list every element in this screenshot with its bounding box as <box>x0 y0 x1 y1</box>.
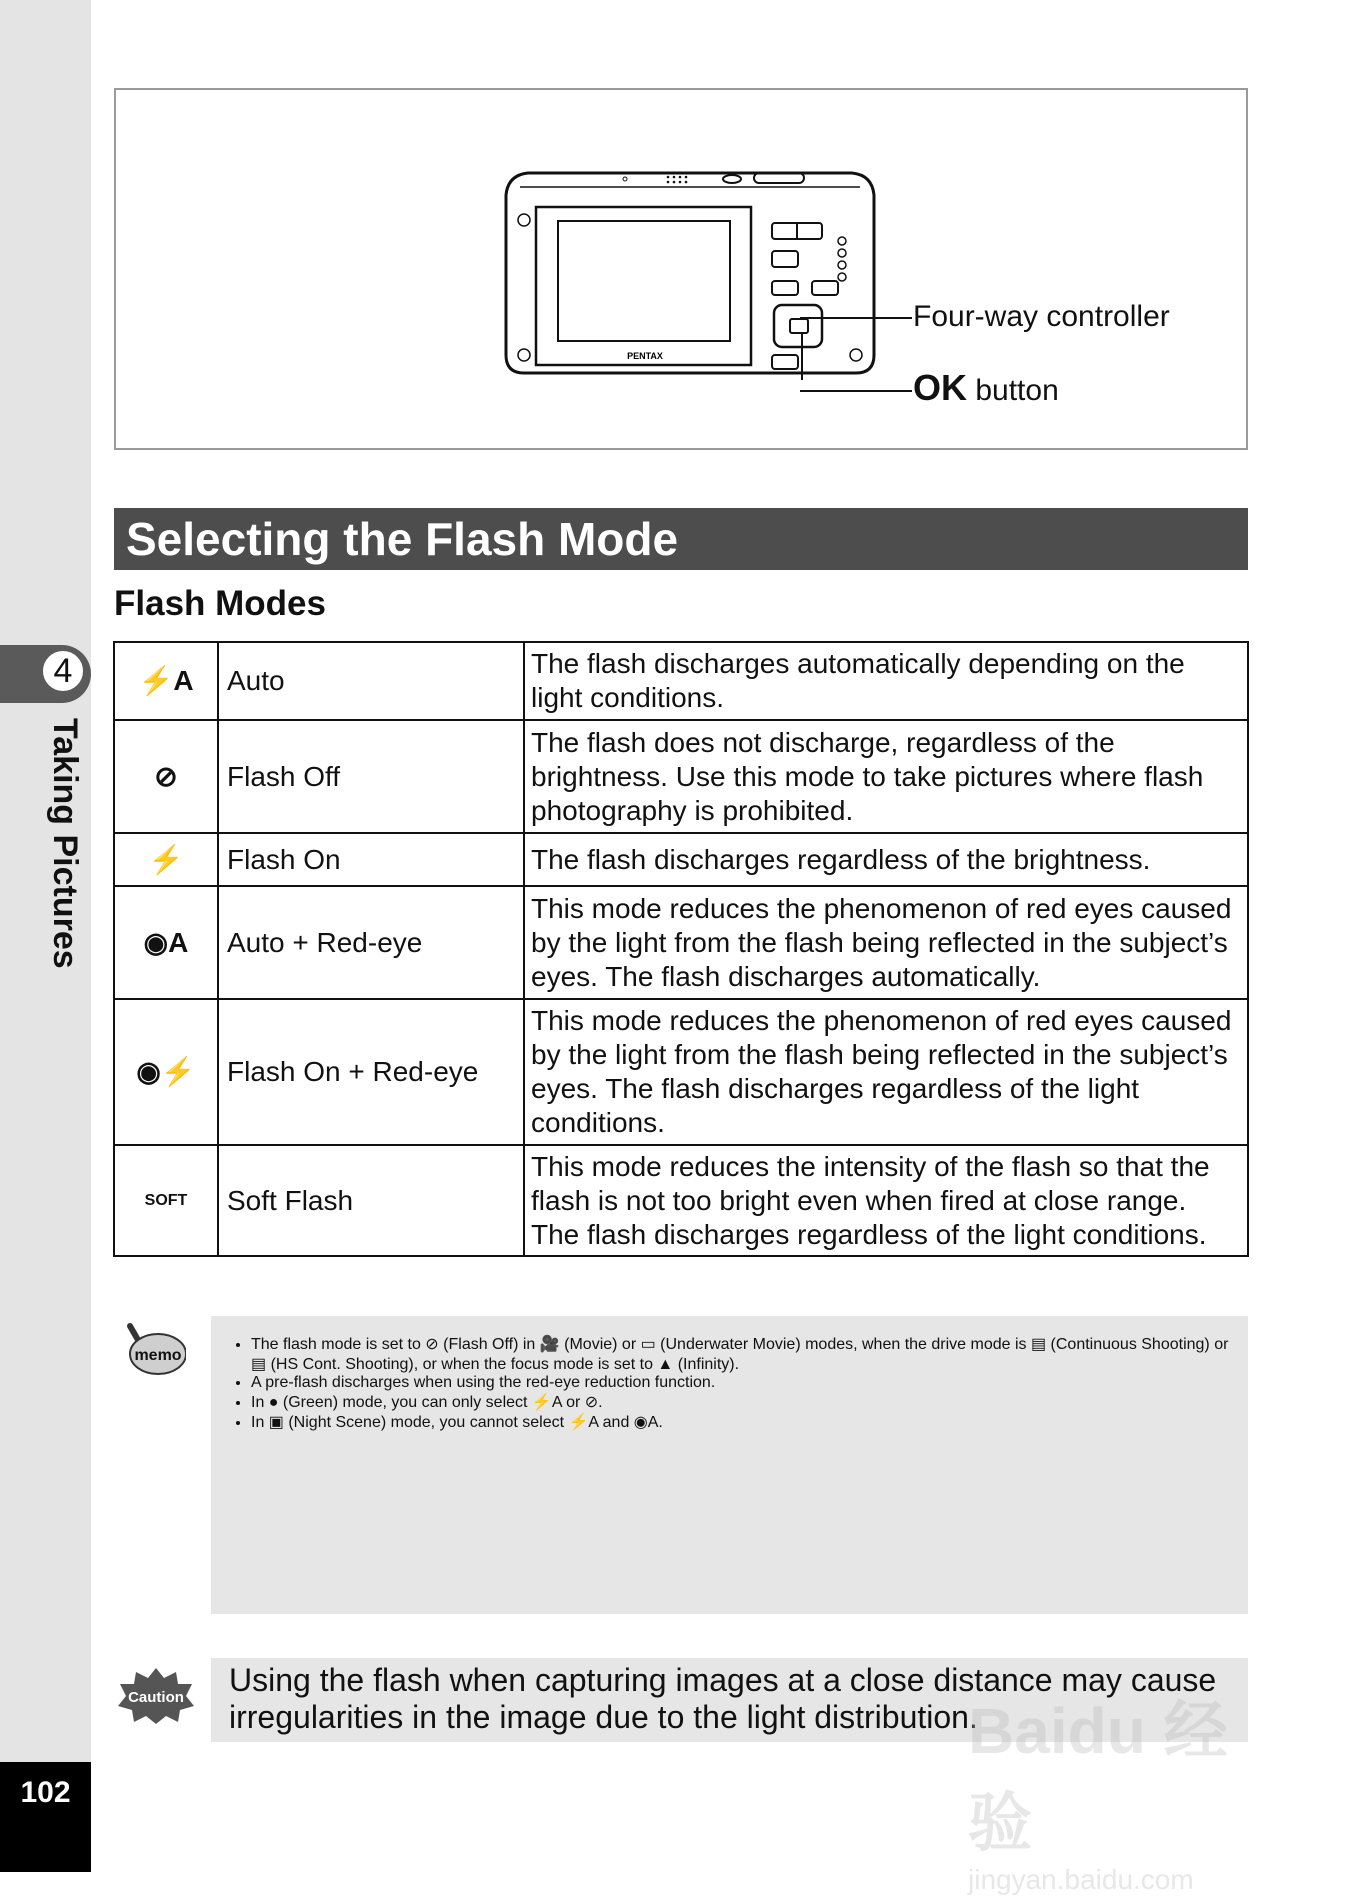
caution-icon-label: Caution <box>128 1689 184 1706</box>
flash-modes-table <box>113 641 1249 1257</box>
mode-description: This mode reduces the phenomenon of red eyes caused by the light from the flash being reflected in the subject’s eyes. The flash discharges regardless of the light conditions. <box>524 999 1248 1145</box>
memo-icon <box>122 1322 186 1378</box>
memo-list <box>211 1316 1241 1448</box>
table-row <box>114 642 1248 720</box>
table-row <box>114 720 1248 833</box>
ok-glyph: OK <box>913 367 967 408</box>
memo-item: • A pre-flash discharges when using the red-eye reduction function. <box>251 1374 1241 1392</box>
flash-off-icon: ⊘ <box>114 720 218 833</box>
table-row <box>114 999 1248 1145</box>
table-row <box>114 1145 1248 1256</box>
mode-name: Flash On + Red-eye <box>218 999 524 1145</box>
page-number: 102 <box>20 1776 71 1809</box>
four-way-controller-label: Four-way controller <box>913 300 1170 333</box>
mode-name: Flash Off <box>218 720 524 833</box>
mode-name: Auto + Red-eye <box>218 886 524 999</box>
memo-icon-label: memo <box>134 1347 182 1364</box>
memo-item: • In ▣ (Night Scene) mode, you cannot select ⚡A and ◉A. <box>251 1412 1241 1432</box>
chapter-number: 4 <box>40 648 86 694</box>
page-number-block <box>0 1762 91 1872</box>
camera-brand-label: PENTAX <box>627 351 663 361</box>
caution-icon <box>116 1666 196 1724</box>
mode-name: Auto <box>218 642 524 720</box>
table-row <box>114 886 1248 999</box>
flash-on-red-eye-icon: ◉⚡ <box>114 999 218 1145</box>
mode-description: This mode reduces the phenomenon of red eyes caused by the light from the flash being reflected in the subject’s eyes. The flash discharges automatically. <box>524 886 1248 999</box>
table-row <box>114 833 1248 886</box>
mode-description: The flash discharges automatically depending on the light conditions. <box>524 642 1248 720</box>
flash-auto-icon: ⚡A <box>114 642 218 720</box>
mode-description: This mode reduces the intensity of the flash so that the flash is not too bright even when fired at close range. The flash discharges regardless of the light conditions. <box>524 1145 1248 1256</box>
watermark-sub: jingyan.baidu.com <box>968 1864 1194 1895</box>
ok-button-label <box>913 367 1059 409</box>
chapter-title: Taking Pictures <box>46 718 84 969</box>
baidu-watermark <box>968 1680 1268 1895</box>
button-word: button <box>975 374 1059 407</box>
mode-description: The flash does not discharge, regardless of the brightness. Use this mode to take pictures where flash photography is prohibited. <box>524 720 1248 833</box>
memo-item: • In ● (Green) mode, you can only select ⚡A or ⊘. <box>251 1392 1241 1412</box>
section-title: Selecting the Flash Mode <box>126 513 679 565</box>
soft-flash-icon: SOFT <box>114 1145 218 1256</box>
auto-red-eye-icon: ◉A <box>114 886 218 999</box>
section-header-bar <box>114 508 1248 570</box>
watermark-main: Baidu 经验 <box>968 1695 1228 1859</box>
mode-description: The flash discharges regardless of the brightness. <box>524 833 1248 886</box>
memo-item: • The flash mode is set to ⊘ (Flash Off) in 🎥 (Movie) or ▭ (Underwater Movie) modes, when the drive mode is ▤ (Continuous Shooting) or ▤ (HS Cont. Shooting), or when the focus mode is set to ▲ (Infinity). <box>251 1334 1241 1374</box>
flash-on-icon: ⚡ <box>114 833 218 886</box>
mode-name: Flash On <box>218 833 524 886</box>
caution-text: Using the flash when capturing images at a close distance may cause irregularities in the image due to the light distribution. <box>229 1662 1217 1735</box>
mode-name: Soft Flash <box>218 1145 524 1256</box>
callout-leader-lines <box>800 310 920 400</box>
flash-modes-subheading: Flash Modes <box>114 584 326 623</box>
